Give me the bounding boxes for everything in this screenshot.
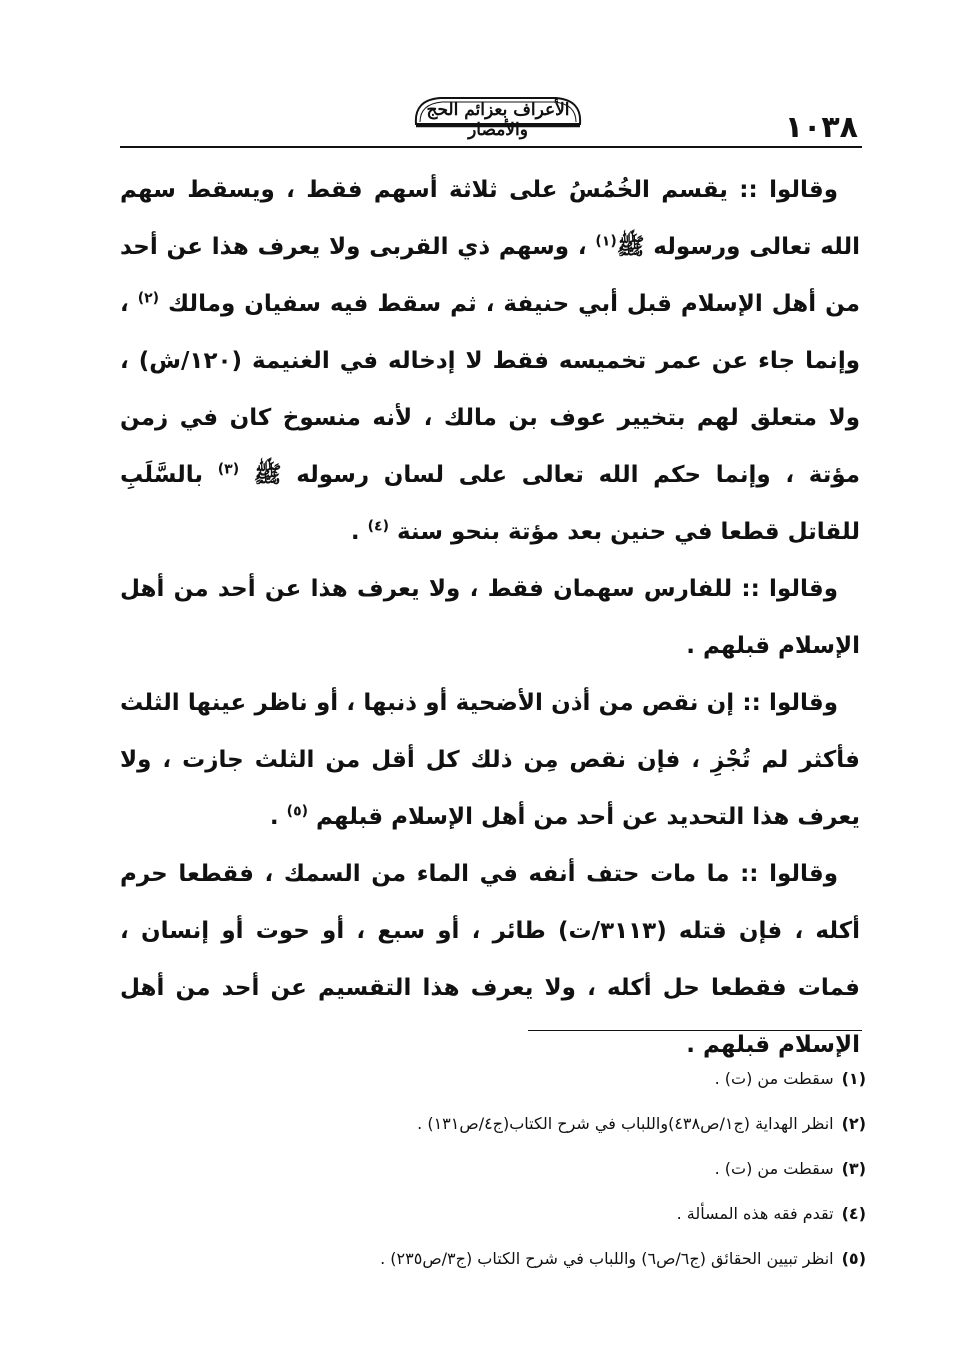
footnote-text: تقدم فقه هذه المسألة . [676, 1204, 834, 1223]
page-number: ١٠٣٨ [784, 110, 858, 145]
text-span: وقالوا :: ما مات حتف أنفه في الماء من السمك ، فقطعا حرم أكله ، فإن قتله (٣١١٣/ت) طائر ، أو سبع ، أو حوت أو إنسان ، فمات فقطعا حل أكله ، ولا يعرف هذا التقسيم عن أحد من أهل الإسلام قبلهم . [120, 861, 860, 1058]
text-span: وقالوا :: يقسم الخُمُسُ على ثلاثة أسهم فقط ، ويسقط سهم الله تعالى ورسوله ﷺ [120, 177, 861, 260]
footnote-text: سقطت من (ت) . [714, 1069, 834, 1088]
footnote-number: (٤) [841, 1204, 866, 1223]
footnote-divider [528, 1030, 862, 1031]
text-span: وقالوا :: إن نقص من أذن الأضحية أو ذنبها ، أو ناظر عينها الثلث فأكثر لم تُجْزِ ، فإن نقص مِن ذلك كل أقل من الثلث جازت ، ولا يعرف هذا التحديد عن أحد من أهل الإسلام قبلهم [120, 690, 860, 830]
footnote [120, 1146, 866, 1191]
footnote-reference: (٣) [217, 461, 240, 478]
page-header [120, 84, 860, 146]
footnote-number: (١) [841, 1069, 866, 1088]
footnote [120, 1056, 866, 1101]
text-span: . [269, 804, 287, 830]
footnote-reference: (٥) [286, 803, 309, 820]
paragraph [120, 675, 860, 846]
paragraph [120, 162, 860, 561]
text-span: وقالوا :: للفارس سهمان فقط ، ولا يعرف هذا عن أحد من أهل الإسلام قبلهم . [120, 576, 860, 659]
footnote-number: (٥) [841, 1249, 866, 1268]
footnote-reference: (٤) [367, 518, 389, 535]
footnote-text: سقطت من (ت) . [714, 1159, 834, 1178]
paragraph [120, 561, 860, 675]
footnote [120, 1236, 866, 1281]
book-title-emblem [410, 90, 586, 140]
text-span: ، وسهم ذي القربى ولا يعرف هذا عن أحد من أهل الإسلام قبل أبي حنيفة ، ثم سقط فيه سفيان ومالك [120, 234, 861, 317]
footnote-reference: (٢) [137, 290, 160, 307]
footnote-number: (٣) [841, 1159, 866, 1178]
text-span: . [350, 519, 368, 545]
footnote-text: انظر الهداية (ج١/ص٤٣٨)واللباب في شرح الكتاب(ج٤/ص١٣١) . [417, 1114, 834, 1133]
text-span: بالسَّلَبِ للقاتل قطعا في حنين بعد مؤتة بنحو سنة [120, 462, 860, 545]
footnote-reference: (١) [595, 233, 617, 250]
footnotes-section [120, 1056, 866, 1281]
main-text [120, 162, 860, 1074]
paragraph [120, 846, 860, 1074]
footnote [120, 1191, 866, 1236]
header-divider [120, 146, 862, 148]
footnote-number: (٢) [841, 1114, 866, 1133]
footnote-text: انظر تبيين الحقائق (ج٦/ص٦) واللباب في شرح الكتاب (ج٣/ص٢٣٥) . [380, 1249, 834, 1268]
book-title: الأعراف بعزائم الحج والأمصار [426, 100, 570, 140]
text-span: ، وإنما جاء عن عمر تخميسه فقط لا إدخاله في الغنيمة (١٢٠/ش) ، ولا متعلق لهم بتخيير عوف بن مالك ، لأنه منسوخ كان في زمن مؤتة ، وإنما حكم الله تعالى على لسان رسوله ﷺ [120, 291, 860, 488]
footnote [120, 1101, 866, 1146]
